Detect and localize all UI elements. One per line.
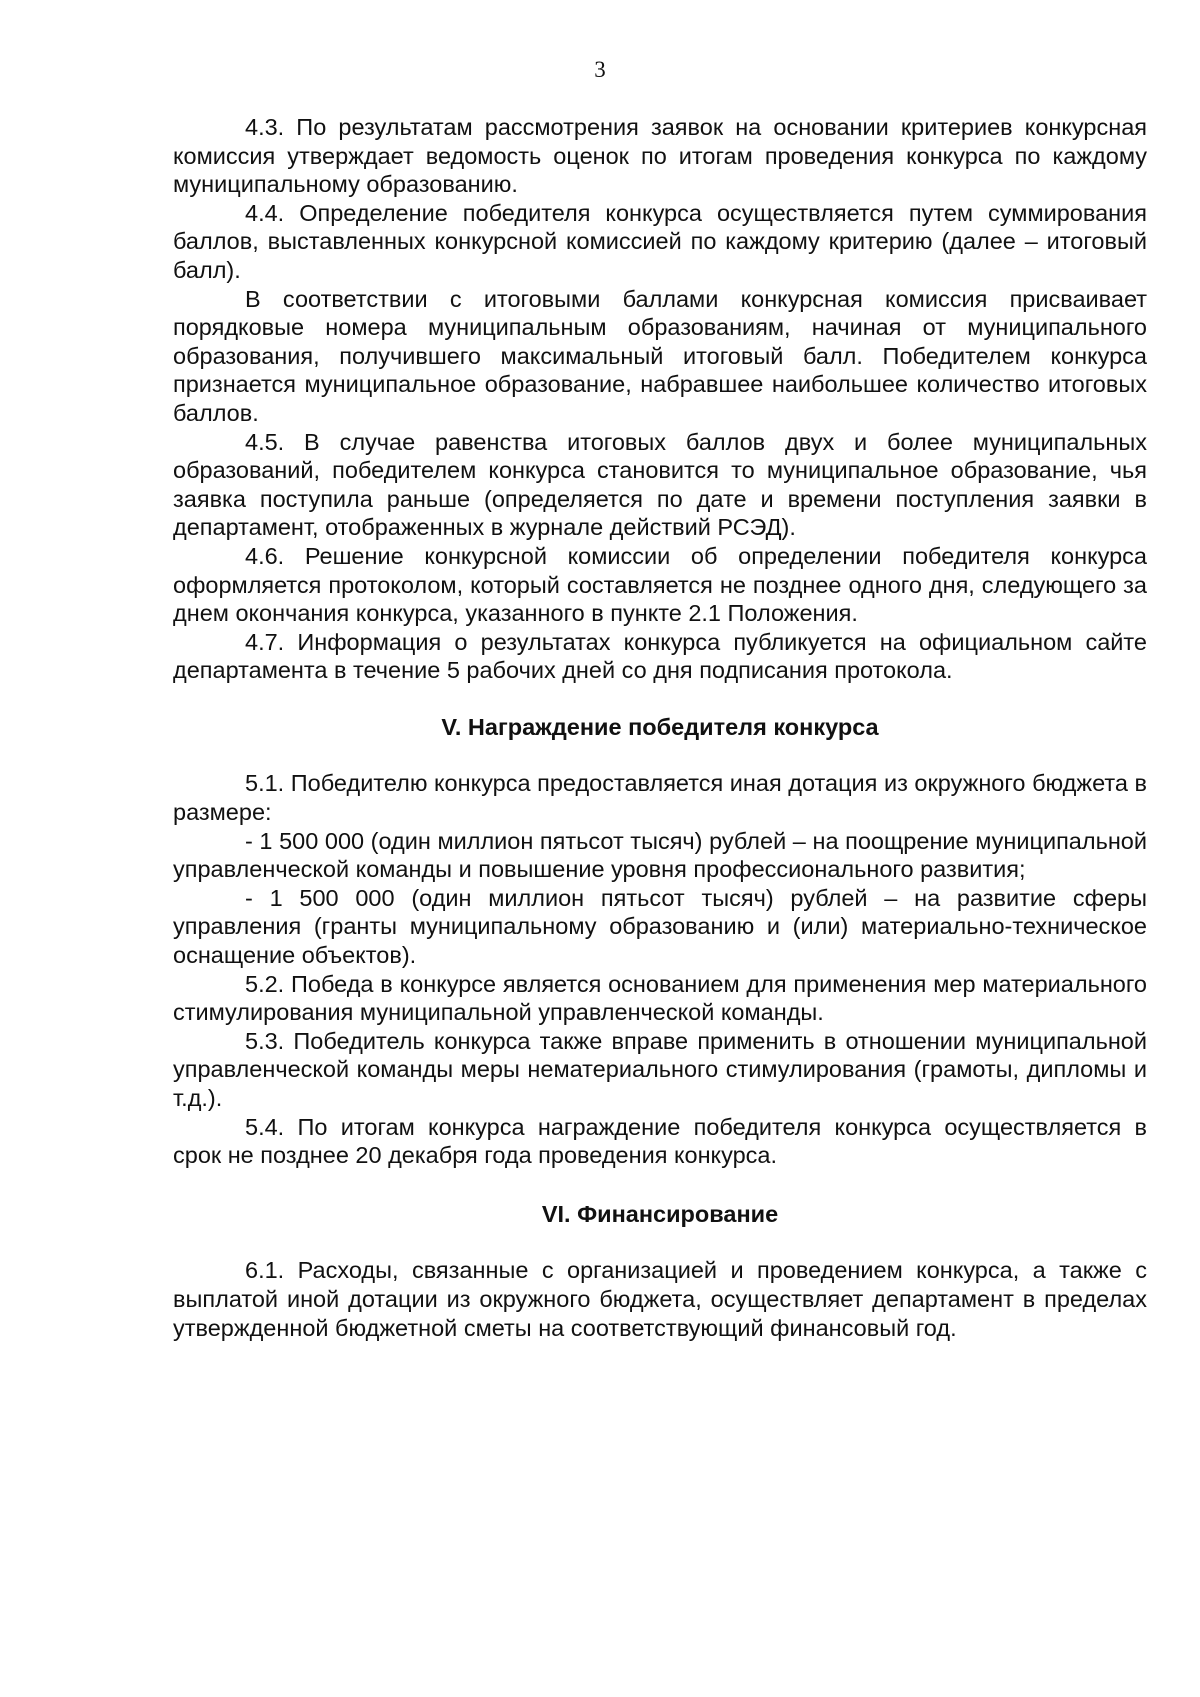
paragraph-5-4: 5.4. По итогам конкурса награждение победителя конкурса осуществляется в срок не позднее 20 декабря года проведения конкурса. <box>173 1113 1147 1169</box>
page-number: 3 <box>594 57 606 82</box>
paragraph-6-1: 6.1. Расходы, связанные с организацией и проведением конкурса, а также с выплатой иной дотации из окружного бюджета, осуществляет департамент в пределах утвержденной бюджетной сметы на соответствующий финансовый год. <box>173 1257 1147 1341</box>
paragraph-5-1-item-1: - 1 500 000 (один миллион пятьсот тысяч) рублей – на поощрение муниципальной управленческой команды и повышение уровня профессионального развития; <box>173 827 1147 883</box>
paragraph-4-3: 4.3. По результатам рассмотрения заявок на основании критериев конкурсная комиссия утверждает ведомость оценок по итогам проведения конкурса по каждому муниципальному образованию. <box>173 114 1147 198</box>
document-body <box>173 113 1147 1342</box>
paragraph-5-1: 5.1. Победителю конкурса предоставляется иная дотация из окружного бюджета в размере: <box>173 770 1147 826</box>
paragraph-4-5: 4.5. В случае равенства итоговых баллов двух и более муниципальных образований, победителем конкурса становится то муниципальное образование, чья заявка поступила раньше (определяется по дате и времени поступления заявки в департамент, отображенных в журнале действий РСЭД). <box>173 428 1147 541</box>
paragraph-4-7: 4.7. Информация о результатах конкурса публикуется на официальном сайте департамента в течение 5 рабочих дней со дня подписания протокола. <box>173 628 1147 684</box>
paragraph-5-1-item-2: - 1 500 000 (один миллион пятьсот тысяч) рублей – на развитие сферы управления (гранты муниципальному образованию и (или) материально-техническое оснащение объектов). <box>173 884 1147 969</box>
paragraph-5-3: 5.3. Победитель конкурса также вправе применить в отношении муниципальной управленческой команды меры нематериального стимулирования (грамоты, дипломы и т.д.). <box>173 1027 1147 1111</box>
section-6-heading: VI. Финансирование <box>541 1200 779 1227</box>
paragraph-4-4-ranking: В соответствии с итоговыми баллами конкурсная комиссия присваивает порядковые номера муниципальным образованиям, начиная от муниципального образования, получившего максимальный итоговый балл. Победителем конкурса признается муниципальное образование, набравшее наибольшее количество итоговых баллов. <box>173 285 1147 426</box>
paragraph-4-4: 4.4. Определение победителя конкурса осуществляется путем суммирования баллов, выставленных конкурсной комиссией по каждому критерию (далее – итоговый балл). <box>173 199 1147 283</box>
paragraph-5-2: 5.2. Победа в конкурсе является основанием для применения мер материального стимулирования муниципальной управленческой команды. <box>173 970 1147 1026</box>
paragraph-4-6: 4.6. Решение конкурсной комиссии об определении победителя конкурса оформляется протоколом, который составляется не позднее одного дня, следующего за днем окончания конкурса, указанного в пункте 2.1 Положения. <box>173 542 1147 627</box>
section-5-heading: V. Награждение победителя конкурса <box>441 713 879 740</box>
